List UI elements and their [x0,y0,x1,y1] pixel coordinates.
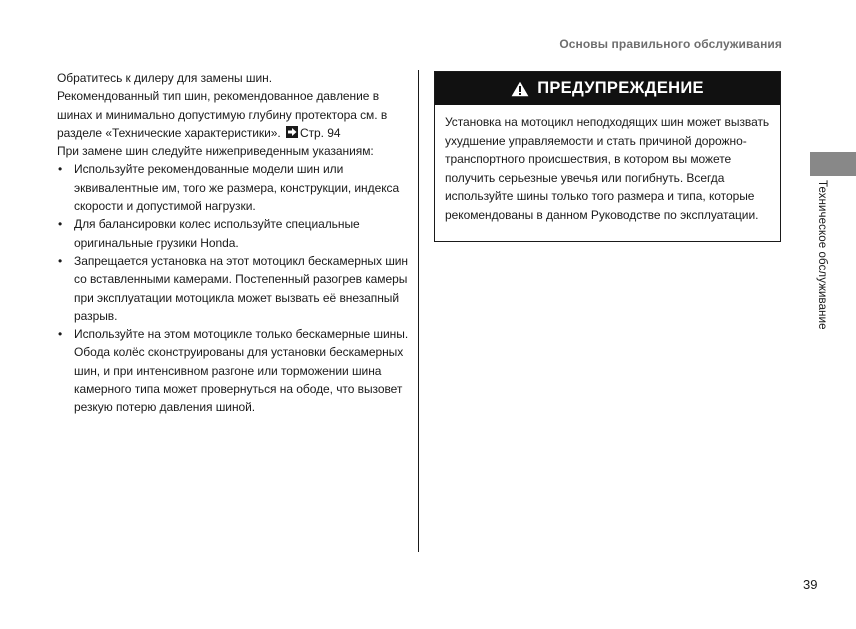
section-title: Основы правильного обслуживания [559,37,782,51]
list-item-text: Запрещается установка на этот мотоцикл бескамерных шин со вставленными камерами. Постепенный разогрев камеры при эксплуатации мотоцикла может вызвать её внезапный разрыв. [74,253,409,323]
column-divider [418,70,419,552]
left-column [57,69,413,417]
list-intro: При замене шин следуйте нижеприведенным указаниям: [57,144,374,159]
warning-text: Установка на мотоцикл неподходящих шин может вызвать ухудшение управляемости и стать причиной дорожно-транспортного происшествия, в котором вы можете получить серьезные увечья или погибнуть. Всегда используйте шины только того размера и типа, которые рекомендованы в данном Руководстве по эксплуатации. [445,115,770,222]
list-item [57,160,413,215]
warning-box [434,71,781,242]
list-item [57,252,413,325]
page-number: 39 [803,577,818,592]
intro-paragraph-2-text: Рекомендованный тип шин, рекомендованное давление в шинах и минимально допустимую глубину протектора см. в разделе «Технические характеристики». [57,89,388,140]
bullet-marker: • [58,253,63,268]
warning-triangle-icon [511,81,529,97]
warning-header [435,72,780,105]
list-item-text: Используйте на этом мотоцикле только бескамерные шины. Обода колёс сконструированы для установки бескамерных шин, и при интенсивном разгоне или торможении шина камерного типа может провернуться на ободе, что вызовет резкую потерю давления шиной. [74,327,409,415]
list-item-text: Для балансировки колес используйте специальные оригинальные грузики Honda. [74,217,360,250]
list-item [57,325,413,416]
bullet-marker: • [58,327,63,342]
tire-guidelines-list [57,160,413,416]
warning-title: ПРЕДУПРЕЖДЕНИЕ [537,79,704,97]
chapter-tab-marker [810,152,856,176]
list-item-text: Используйте рекомендованные модели шин или эквивалентные им, того же размера, конструкции, индекса скорости и допустимой нагрузки. [74,162,400,214]
page-reference-arrow-icon [286,126,298,138]
bullet-marker: • [58,217,63,232]
bullet-marker: • [58,162,63,177]
intro-paragraph-1: Обратитесь к дилеру для замены шин. [57,71,273,85]
chapter-side-label: Техническое обслуживание [816,180,828,330]
intro-paragraph-2 [57,87,413,142]
list-item [57,215,413,252]
page-reference-link[interactable]: Стр. 94 [299,125,341,140]
